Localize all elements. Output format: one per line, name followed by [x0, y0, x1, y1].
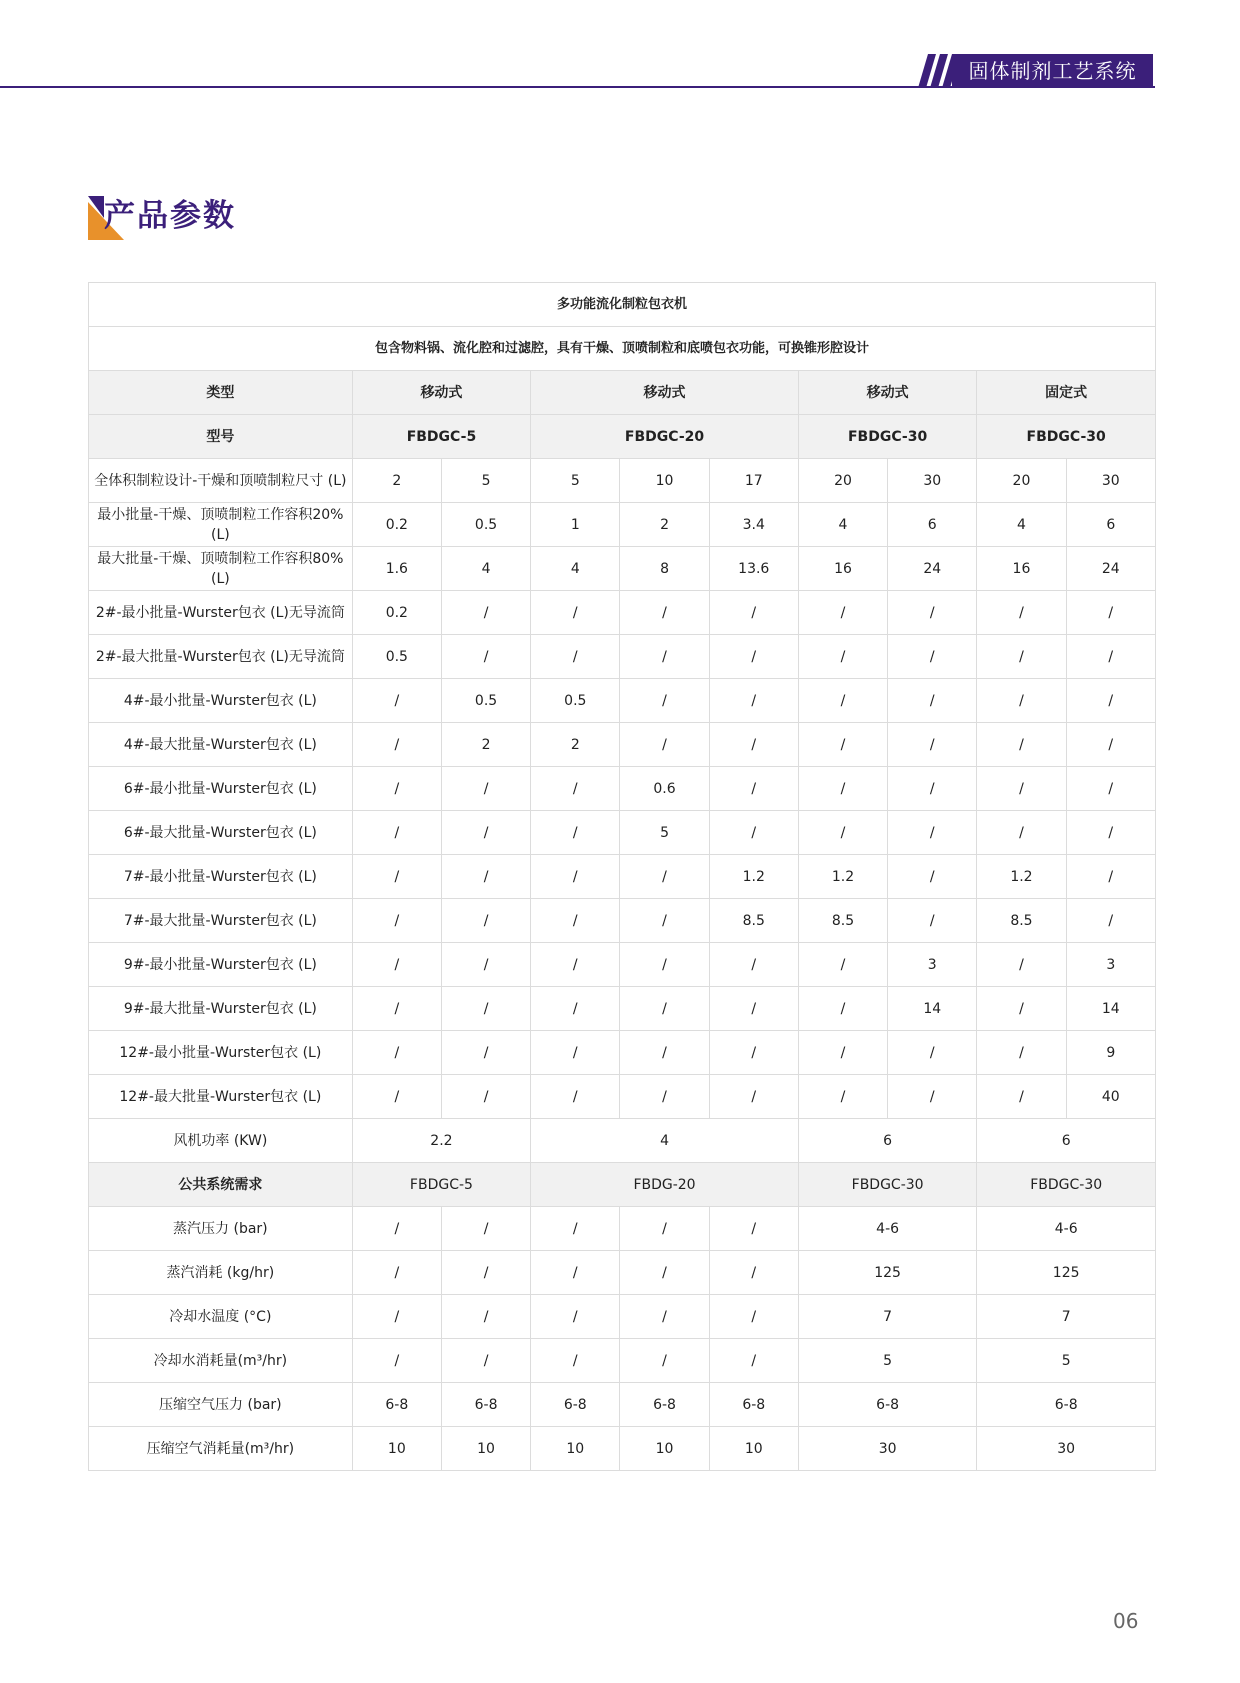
value-cell: 17 [709, 459, 798, 503]
utility-value-cell: / [352, 1295, 441, 1339]
utility-value-cell: 10 [620, 1427, 709, 1471]
utility-value-cell: / [620, 1339, 709, 1383]
utility-value-cell: 5 [798, 1339, 976, 1383]
table-row [89, 1251, 1156, 1295]
row-label: 类型 [89, 371, 353, 415]
utility-value-cell: 6-8 [620, 1383, 709, 1427]
value-cell: / [977, 723, 1066, 767]
model-cell: FBDGC-30 [798, 415, 976, 459]
utility-value-cell: / [709, 1339, 798, 1383]
value-cell: / [531, 1031, 620, 1075]
value-cell: / [798, 723, 887, 767]
value-cell: / [531, 767, 620, 811]
row-label: 6#-最大批量-Wurster包衣 (L) [89, 811, 353, 855]
model-cell: FBDGC-20 [531, 415, 799, 459]
value-cell: / [441, 635, 530, 679]
utility-value-cell: 6-8 [352, 1383, 441, 1427]
page-number: 06 [1113, 1609, 1139, 1633]
value-cell: / [977, 679, 1066, 723]
value-cell: 0.5 [441, 503, 530, 547]
utility-value-cell: / [531, 1207, 620, 1251]
table-row [89, 1119, 1156, 1163]
utility-value-cell: / [620, 1207, 709, 1251]
value-cell: / [620, 1031, 709, 1075]
value-cell: 8.5 [977, 899, 1066, 943]
row-label: 公共系统需求 [89, 1163, 353, 1207]
fan-power-cell: 6 [977, 1119, 1156, 1163]
utility-value-cell: 4-6 [798, 1207, 976, 1251]
utility-value-cell: 6-8 [709, 1383, 798, 1427]
value-cell: / [798, 679, 887, 723]
utility-value-cell: / [441, 1207, 530, 1251]
value-cell: / [441, 943, 530, 987]
value-cell: 3 [1066, 943, 1155, 987]
value-cell: / [531, 591, 620, 635]
table-row [89, 1031, 1156, 1075]
value-cell: 4 [531, 547, 620, 591]
utility-value-cell: 5 [977, 1339, 1156, 1383]
value-cell: / [352, 899, 441, 943]
utility-value-cell: / [709, 1295, 798, 1339]
utility-value-cell: / [352, 1251, 441, 1295]
value-cell: / [441, 767, 530, 811]
table-row [89, 1163, 1156, 1207]
table-row [89, 943, 1156, 987]
table-description: 包含物料锅、流化腔和过滤腔，具有干燥、顶喷制粒和底喷包衣功能，可换锥形腔设计 [89, 327, 1156, 371]
value-cell: / [798, 943, 887, 987]
row-label: 最小批量-干燥、顶喷制粒工作容积20%(L) [89, 503, 353, 547]
utility-model-cell: FBDGC-5 [352, 1163, 530, 1207]
table-row [89, 503, 1156, 547]
value-cell: / [620, 723, 709, 767]
utility-value-cell: 10 [352, 1427, 441, 1471]
value-cell: 14 [1066, 987, 1155, 1031]
value-cell: / [709, 987, 798, 1031]
table-title: 多功能流化制粒包衣机 [89, 283, 1156, 327]
value-cell: / [709, 591, 798, 635]
value-cell: 8.5 [798, 899, 887, 943]
value-cell: / [888, 591, 977, 635]
value-cell: 24 [1066, 547, 1155, 591]
value-cell: 0.5 [441, 679, 530, 723]
value-cell: 3.4 [709, 503, 798, 547]
table-row [89, 723, 1156, 767]
value-cell: 9 [1066, 1031, 1155, 1075]
utility-value-cell: 125 [977, 1251, 1156, 1295]
row-label: 2#-最小批量-Wurster包衣 (L)无导流筒 [89, 591, 353, 635]
value-cell: / [798, 591, 887, 635]
row-label: 压缩空气消耗量(m³/hr) [89, 1427, 353, 1471]
value-cell: 4 [441, 547, 530, 591]
value-cell: / [888, 811, 977, 855]
value-cell: / [531, 899, 620, 943]
value-cell: / [1066, 899, 1155, 943]
value-cell: / [531, 987, 620, 1031]
value-cell: 13.6 [709, 547, 798, 591]
row-label: 蒸汽压力 (bar) [89, 1207, 353, 1251]
utility-value-cell: / [352, 1207, 441, 1251]
type-cell: 移动式 [798, 371, 976, 415]
value-cell: 5 [531, 459, 620, 503]
value-cell: / [531, 855, 620, 899]
value-cell: / [620, 1075, 709, 1119]
table-row [89, 371, 1156, 415]
type-cell: 移动式 [352, 371, 530, 415]
row-label: 冷却水消耗量(m³/hr) [89, 1339, 353, 1383]
utility-value-cell: 125 [798, 1251, 976, 1295]
value-cell: 10 [620, 459, 709, 503]
section-label: 固体制剂工艺系统 [952, 54, 1153, 88]
model-cell: FBDGC-30 [977, 415, 1156, 459]
row-label: 12#-最大批量-Wurster包衣 (L) [89, 1075, 353, 1119]
utility-value-cell: / [709, 1251, 798, 1295]
value-cell: / [709, 1031, 798, 1075]
utility-value-cell: / [441, 1295, 530, 1339]
row-label: 9#-最小批量-Wurster包衣 (L) [89, 943, 353, 987]
value-cell: / [977, 811, 1066, 855]
value-cell: 3 [888, 943, 977, 987]
row-label: 12#-最小批量-Wurster包衣 (L) [89, 1031, 353, 1075]
value-cell: / [620, 855, 709, 899]
value-cell: / [352, 1075, 441, 1119]
value-cell: 14 [888, 987, 977, 1031]
value-cell: / [441, 591, 530, 635]
row-label: 最大批量-干燥、顶喷制粒工作容积80%(L) [89, 547, 353, 591]
utility-value-cell: / [620, 1295, 709, 1339]
value-cell: 20 [977, 459, 1066, 503]
value-cell: / [798, 767, 887, 811]
fan-power-cell: 4 [531, 1119, 799, 1163]
value-cell: / [709, 1075, 798, 1119]
value-cell: / [441, 987, 530, 1031]
product-parameters-table [88, 282, 1156, 1471]
value-cell: / [798, 1031, 887, 1075]
table-row [89, 1207, 1156, 1251]
utility-value-cell: 6-8 [798, 1383, 976, 1427]
value-cell: 1.6 [352, 547, 441, 591]
value-cell: / [352, 855, 441, 899]
value-cell: / [888, 723, 977, 767]
value-cell: 0.6 [620, 767, 709, 811]
value-cell: / [1066, 723, 1155, 767]
value-cell: / [441, 1075, 530, 1119]
utility-value-cell: 30 [798, 1427, 976, 1471]
value-cell: / [352, 767, 441, 811]
value-cell: / [620, 591, 709, 635]
utility-model-cell: FBDGC-30 [798, 1163, 976, 1207]
value-cell: 2 [352, 459, 441, 503]
value-cell: / [977, 635, 1066, 679]
value-cell: 1.2 [977, 855, 1066, 899]
table-row [89, 415, 1156, 459]
utility-value-cell: / [531, 1295, 620, 1339]
utility-model-cell: FBDG-20 [531, 1163, 799, 1207]
value-cell: 0.2 [352, 591, 441, 635]
row-label: 全体积制粒设计-干燥和顶喷制粒尺寸 (L) [89, 459, 353, 503]
table-row [89, 283, 1156, 327]
model-cell: FBDGC-5 [352, 415, 530, 459]
value-cell: / [888, 855, 977, 899]
value-cell: / [888, 767, 977, 811]
value-cell: / [798, 987, 887, 1031]
value-cell: / [441, 855, 530, 899]
value-cell: / [352, 1031, 441, 1075]
utility-value-cell: / [441, 1251, 530, 1295]
table-row [89, 327, 1156, 371]
value-cell: / [352, 987, 441, 1031]
value-cell: 0.5 [531, 679, 620, 723]
value-cell: / [1066, 635, 1155, 679]
value-cell: / [441, 899, 530, 943]
table-row [89, 987, 1156, 1031]
row-label: 风机功率 (KW) [89, 1119, 353, 1163]
value-cell: 6 [888, 503, 977, 547]
utility-model-cell: FBDGC-30 [977, 1163, 1156, 1207]
row-label: 7#-最小批量-Wurster包衣 (L) [89, 855, 353, 899]
value-cell: / [620, 943, 709, 987]
value-cell: / [798, 811, 887, 855]
table-row [89, 547, 1156, 591]
value-cell: / [1066, 855, 1155, 899]
table-row [89, 1075, 1156, 1119]
row-label: 4#-最小批量-Wurster包衣 (L) [89, 679, 353, 723]
value-cell: / [352, 811, 441, 855]
value-cell: 5 [441, 459, 530, 503]
type-cell: 移动式 [531, 371, 799, 415]
value-cell: / [977, 987, 1066, 1031]
value-cell: / [531, 811, 620, 855]
utility-value-cell: / [441, 1339, 530, 1383]
value-cell: 20 [798, 459, 887, 503]
value-cell: / [620, 679, 709, 723]
utility-value-cell: 30 [977, 1427, 1156, 1471]
value-cell: 30 [888, 459, 977, 503]
utility-value-cell: / [531, 1251, 620, 1295]
fan-power-cell: 2.2 [352, 1119, 530, 1163]
value-cell: / [352, 679, 441, 723]
value-cell: 2 [531, 723, 620, 767]
utility-value-cell: 10 [531, 1427, 620, 1471]
value-cell: 5 [620, 811, 709, 855]
value-cell: / [888, 679, 977, 723]
value-cell: / [531, 635, 620, 679]
fan-power-cell: 6 [798, 1119, 976, 1163]
value-cell: / [709, 767, 798, 811]
utility-value-cell: 6-8 [977, 1383, 1156, 1427]
value-cell: 40 [1066, 1075, 1155, 1119]
value-cell: / [977, 767, 1066, 811]
row-label: 压缩空气压力 (bar) [89, 1383, 353, 1427]
table-row [89, 855, 1156, 899]
value-cell: 2 [620, 503, 709, 547]
table-row [89, 1295, 1156, 1339]
table-row [89, 811, 1156, 855]
table-row [89, 767, 1156, 811]
value-cell: / [441, 811, 530, 855]
value-cell: / [620, 987, 709, 1031]
value-cell: / [352, 943, 441, 987]
row-label: 蒸汽消耗 (kg/hr) [89, 1251, 353, 1295]
value-cell: / [888, 1075, 977, 1119]
row-label: 4#-最大批量-Wurster包衣 (L) [89, 723, 353, 767]
value-cell: / [798, 635, 887, 679]
value-cell: / [888, 899, 977, 943]
value-cell: 16 [977, 547, 1066, 591]
row-label: 冷却水温度 (°C) [89, 1295, 353, 1339]
utility-value-cell: / [709, 1207, 798, 1251]
value-cell: 24 [888, 547, 977, 591]
row-label: 型号 [89, 415, 353, 459]
utility-value-cell: 6-8 [441, 1383, 530, 1427]
value-cell: / [798, 1075, 887, 1119]
value-cell: 8 [620, 547, 709, 591]
utility-value-cell: / [531, 1339, 620, 1383]
value-cell: 0.5 [352, 635, 441, 679]
table-row [89, 591, 1156, 635]
value-cell: / [352, 723, 441, 767]
value-cell: / [709, 635, 798, 679]
value-cell: 4 [798, 503, 887, 547]
table-row [89, 1427, 1156, 1471]
value-cell: 1 [531, 503, 620, 547]
utility-value-cell: 7 [977, 1295, 1156, 1339]
value-cell: / [1066, 767, 1155, 811]
value-cell: 1.2 [798, 855, 887, 899]
value-cell: / [1066, 811, 1155, 855]
value-cell: 16 [798, 547, 887, 591]
table-row [89, 679, 1156, 723]
table-row [89, 635, 1156, 679]
value-cell: / [888, 1031, 977, 1075]
value-cell: 4 [977, 503, 1066, 547]
value-cell: 30 [1066, 459, 1155, 503]
utility-value-cell: 10 [441, 1427, 530, 1471]
value-cell: / [1066, 679, 1155, 723]
value-cell: / [888, 635, 977, 679]
utility-value-cell: 4-6 [977, 1207, 1156, 1251]
utility-value-cell: 6-8 [531, 1383, 620, 1427]
row-label: 9#-最大批量-Wurster包衣 (L) [89, 987, 353, 1031]
value-cell: / [620, 635, 709, 679]
page-title: 产品参数 [104, 198, 236, 234]
table-row [89, 1339, 1156, 1383]
value-cell: / [441, 1031, 530, 1075]
utility-value-cell: / [352, 1339, 441, 1383]
value-cell: / [709, 723, 798, 767]
row-label: 2#-最大批量-Wurster包衣 (L)无导流筒 [89, 635, 353, 679]
value-cell: / [709, 679, 798, 723]
value-cell: / [977, 943, 1066, 987]
value-cell: / [620, 899, 709, 943]
value-cell: / [531, 943, 620, 987]
value-cell: / [977, 591, 1066, 635]
value-cell: / [977, 1031, 1066, 1075]
value-cell: 0.2 [352, 503, 441, 547]
value-cell: / [531, 1075, 620, 1119]
utility-value-cell: / [620, 1251, 709, 1295]
table-row [89, 899, 1156, 943]
value-cell: 6 [1066, 503, 1155, 547]
value-cell: / [977, 1075, 1066, 1119]
utility-value-cell: 7 [798, 1295, 976, 1339]
value-cell: / [709, 811, 798, 855]
utility-value-cell: 10 [709, 1427, 798, 1471]
value-cell: / [1066, 591, 1155, 635]
value-cell: 2 [441, 723, 530, 767]
table-row [89, 459, 1156, 503]
value-cell: / [709, 943, 798, 987]
row-label: 7#-最大批量-Wurster包衣 (L) [89, 899, 353, 943]
table-row [89, 1383, 1156, 1427]
row-label: 6#-最小批量-Wurster包衣 (L) [89, 767, 353, 811]
value-cell: 1.2 [709, 855, 798, 899]
type-cell: 固定式 [977, 371, 1156, 415]
value-cell: 8.5 [709, 899, 798, 943]
